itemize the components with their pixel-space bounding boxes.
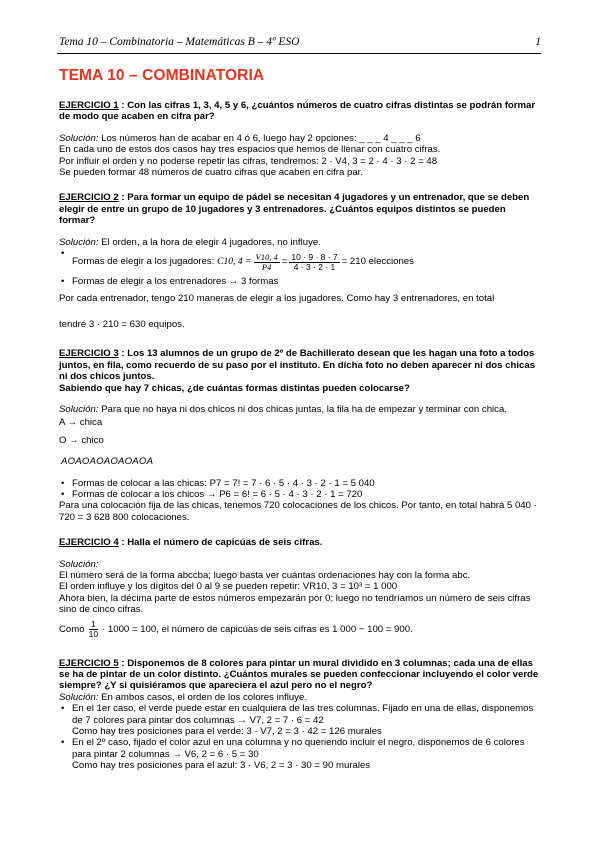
exercise-4-question: EJERCICIO 4 : Halla el número de capicúas de seis cifras. [59, 537, 323, 549]
header-rule [57, 53, 541, 54]
exercise-5-line: Como hay tres posiciones para el azul: 3 · V6, 2 = 3 · 30 = 90 murales [72, 760, 371, 772]
fraction: $\frac{10 \cdot 9 \cdot 8 \cdot 7}{4 \cdot 3 \cdot 2 \cdot 1}$ [291, 251, 338, 272]
exercise-1-line: En cada uno de estos dos casos hay tres espacios que hemos de llenar con cuatro cifras. [59, 144, 441, 156]
exercise-1-label: EJERCICIO 1 [59, 100, 119, 111]
exercise-4-solution-label: Solución: [59, 558, 99, 570]
header-text: Tema 10 – Combinatoria – Matemáticas B – 4º ESO [59, 36, 300, 48]
page-title: TEMA 10 – COMBINATORIA [59, 67, 265, 84]
exercise-2-bullet: • Formas de elegir a los jugadores: C10, 4 = $\frac{V10, 4}{P4}$ = $\frac{10 \cdot 9 \cdot 8 \cdot 7}{4 \cdot 3 \cdot 2 \cdot 1}$ = 210 elecciones [59, 248, 543, 276]
combination-symbol: C10, 4 = [217, 256, 252, 268]
exercise-3-label: EJERCICIO 3 [59, 348, 119, 360]
exercise-2-question: EJERCICIO 2 : Para formar un equipo de pádel se necesitan 4 jugadores y un entrenador, que se deben elegir de entre un grupo de 10 jugadores y 3 entrenadores. ¿Cuántos equipos distintos se pueden formar? [59, 192, 530, 227]
exercise-3-legend-o: O → chico [59, 434, 104, 446]
exercise-2-line: Por cada entrenador, tengo 210 maneras de elegir a los jugadores. Como hay 3 entrenadores, en total [59, 293, 495, 305]
exercise-1-line: Por influir el orden y no poderse repetir las cifras, tendremos: 2 · V4, 3 = 2 · 4 · 3 · 2 = 48 [59, 155, 438, 167]
fraction: $\frac{V10, 4}{P4}$ [255, 251, 278, 272]
exercise-3-legend-a: A → chica [59, 417, 103, 429]
page-number: 1 [535, 36, 541, 48]
exercise-3-question: EJERCICIO 3 : Los 13 alumnos de un grupo de 2º de Bachillerato desean que les hagan una foto a todos juntos, en fila, como recuerdo de su paso por el instituto. En dicha foto no deben aparecer ni dos chicas ni dos chicos juntos. [59, 348, 536, 383]
fraction: $\frac{1}{10}$ [88, 619, 99, 640]
exercise-4-line: Ahora bien, la décima parte de estos números empezarán por 0; luego no tendríamos un número de seis cifras sino de cinco cifras. [59, 592, 531, 616]
exercise-4-line: El número será de la forma abccba; luego basta ver cuántas ordenaciones hay con la forma abc. [59, 569, 471, 581]
exercise-2-bullet: • Formas de elegir a los entrenadores → 3 formas [59, 276, 543, 287]
exercise-3-question-2: Sabiendo que hay 7 chicas, ¿de cuántas formas distintas pueden colocarse? [59, 382, 410, 394]
exercise-3-solution: Solución: Para que no haya ni dos chicos ni dos chicas juntas, la fila ha de empezar y terminar con chica. [59, 403, 507, 415]
page-header [59, 36, 541, 48]
exercise-2-label: EJERCICIO 2 [59, 192, 119, 204]
exercise-4-conclusion: Como $\frac{1}{10}$ · 1000 = 100, el número de capicúas de seis cifras es 1 000 − 100 = 900. [59, 619, 413, 640]
exercise-4-line: El orden influye y los dígitos del 0 al 9 se pueden repetir: VR10, 3 = 10³ = 1 000 [59, 581, 398, 593]
exercise-3-line: Para una colocación fija de las chicas, tenemos 720 colocaciones de los chicos. Por tanto, en total habrá 5 040 · 720 = 3 628 800 colocaciones. [59, 500, 537, 523]
exercise-3-sequence: AOAOAOAOAOAOA [61, 456, 154, 468]
exercise-5-bullet: • En el 2º caso, fijado el color azul en una columna y no queriendo incluir el negro, disponemos de 6 colores para pintar 2 columnas → V6, 2 = 6 · 5 = 30 [59, 737, 543, 760]
exercise-5-line: Como hay tres posiciones para el verde: 3 · V7, 2 = 3 · 42 = 126 murales [72, 726, 382, 738]
exercise-4-label: EJERCICIO 4 [59, 537, 119, 549]
exercise-3-bullet: • Formas de colocar a las chicas: P7 = 7! = 7 · 6 · 5 · 4 · 3 · 2 · 1 = 5 040 [59, 478, 543, 489]
exercise-5-solution: Solución: En ambos casos, el orden de los colores influye. [59, 691, 307, 703]
exercise-2-solution: Solución: El orden, a la hora de elegir 4 jugadores, no influye. [59, 236, 321, 248]
exercise-3-bullet: • Formas de colocar a los chicos → P6 = 6! = 6 · 5 · 4 · 3 · 2 · 1 = 720 [59, 489, 543, 500]
exercise-2-line: tendré 3 · 210 = 630 equipos. [59, 318, 185, 330]
exercise-1-line: Se pueden formar 48 números de cuatro cifras que acaben en cifra par. [59, 167, 363, 179]
exercise-5-label: EJERCICIO 5 [59, 657, 119, 669]
document-body [59, 100, 543, 772]
exercise-5-bullet: • En el 1er caso, el verde puede estar en cualquiera de las tres columnas. Fijado en una de ellas, disponemos de 7 colores para pintar dos columnas → V7, 2 = 7 · 6 = 42 [59, 703, 543, 726]
exercise-1-solution: Solución: Los números han de acabar en 4 ó 6, luego hay 2 opciones: _ _ _ 4 _ _ _ 6 [59, 132, 421, 144]
exercise-5-question: EJERCICIO 5 : Disponemos de 8 colores para pintar un mural dividido en 3 columnas; cada una de ellas se ha de pintar de un color distinto. ¿Cuántos murales se pueden confeccionar incluyendo el color verde siempre? ¿Y si quisiéramos que apareciera el azul pero no el negro? [59, 657, 539, 692]
exercise-1-question: EJERCICIO 1 : Con las cifras 1, 3, 4, 5 y 6, ¿cuántos números de cuatro cifras distintas se podrán formar de modo que acaben en cifra par? [59, 100, 536, 123]
